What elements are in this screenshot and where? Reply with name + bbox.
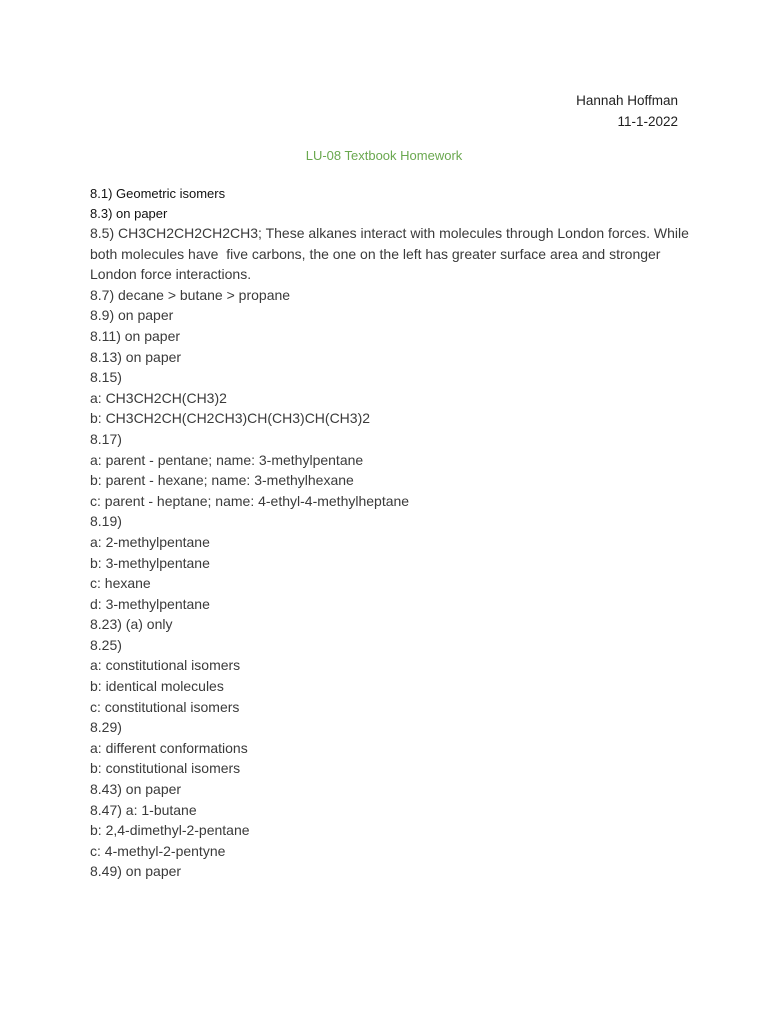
author-block	[576, 91, 678, 132]
answer-line: a: different conformations	[90, 739, 248, 756]
author-name: Hannah Hoffman	[576, 93, 678, 108]
answer-line: a: parent - pentane; name: 3-methylpentane	[90, 451, 364, 468]
answer-line: b: 3-methylpentane	[90, 554, 210, 571]
answer-line: 8.11) on paper	[90, 327, 181, 344]
answer-line: c: constitutional isomers	[90, 698, 240, 715]
answer-line: 8.7) decane > butane > propane	[90, 286, 291, 303]
answer-line: b: 2,4-dimethyl-2-pentane	[90, 822, 250, 839]
answer-line: 8.5) CH3CH2CH2CH2CH3; These alkanes interact with molecules through London forces. While both molecules have five carbons, the one on the left has greater surface area and stronger London force interactions.	[90, 225, 693, 283]
answer-line: 8.29)	[90, 719, 122, 736]
answer-line: 8.25)	[90, 636, 122, 653]
answer-line: 8.43) on paper	[90, 781, 182, 798]
answer-line: c: 4-methyl-2-pentyne	[90, 842, 226, 859]
answer-line: b: CH3CH2CH(CH2CH3)CH(CH3)CH(CH3)2	[90, 410, 371, 427]
answer-line: a: CH3CH2CH(CH3)2	[90, 389, 227, 406]
answer-line: 8.13) on paper	[90, 348, 182, 365]
answer-line: 8.9) on paper	[90, 307, 174, 324]
answer-line: 8.15)	[90, 369, 122, 386]
answer-line: 8.3) on paper	[90, 205, 168, 221]
answer-line: c: hexane	[90, 575, 151, 592]
answer-line: 8.17)	[90, 430, 122, 447]
answer-line: a: 2-methylpentane	[90, 533, 210, 550]
answer-line: c: parent - heptane; name: 4-ethyl-4-methylheptane	[90, 492, 410, 509]
date: 11-1-2022	[617, 113, 678, 129]
answer-line: 8.47) a: 1-butane	[90, 801, 197, 818]
answer-line: b: parent - hexane; name: 3-methylhexane	[90, 472, 354, 489]
page-title: LU-08 Textbook Homework	[305, 148, 463, 163]
answer-line: b: identical molecules	[90, 678, 224, 695]
answer-line: 8.23) (a) only	[90, 616, 173, 633]
answer-line: d: 3-methylpentane	[90, 595, 210, 612]
answer-line: 8.49) on paper	[90, 863, 182, 880]
answer-line: 8.1) Geometric isomers	[90, 186, 226, 201]
answer-list	[90, 184, 693, 882]
answer-line: a: constitutional isomers	[90, 657, 241, 674]
answer-line: 8.19)	[90, 513, 122, 530]
answer-line: b: constitutional isomers	[90, 760, 241, 777]
